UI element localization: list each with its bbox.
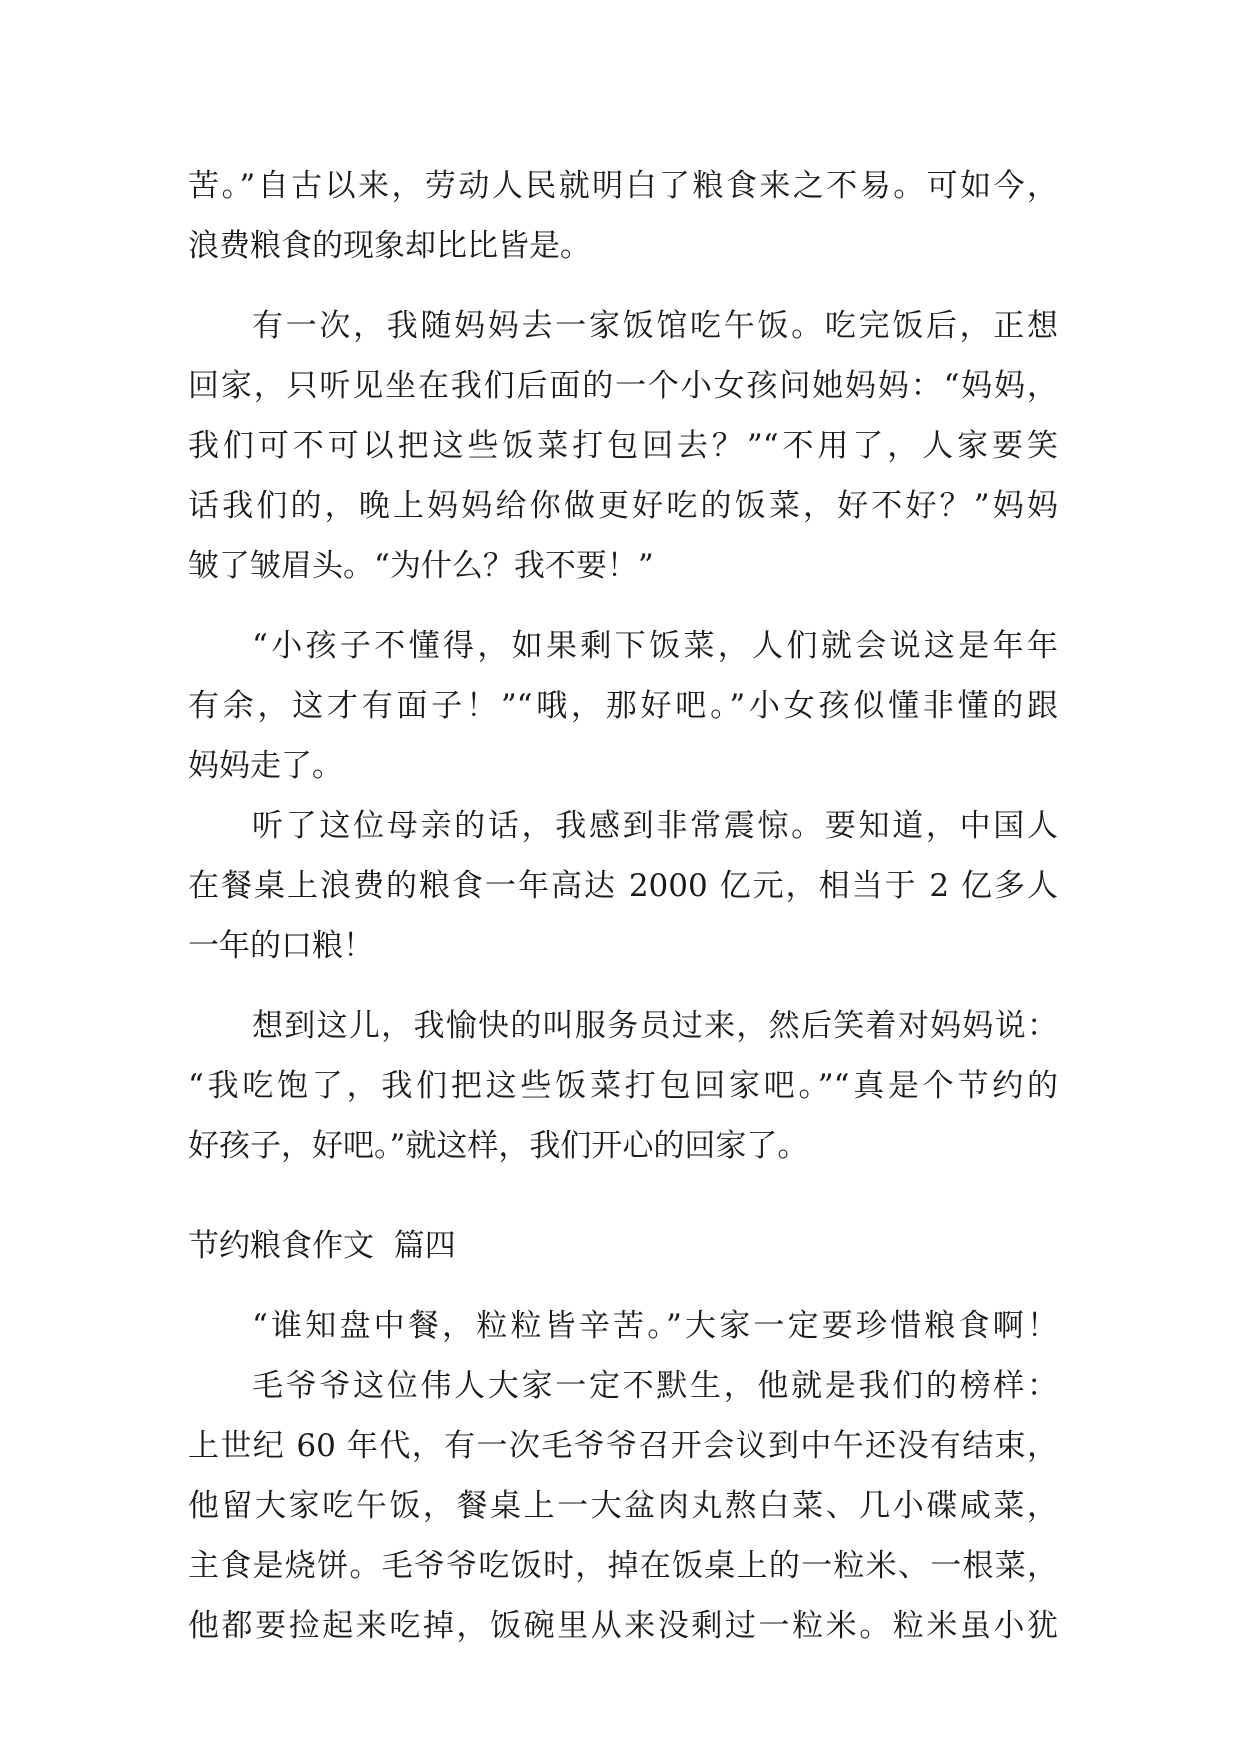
text-line: 妈妈走了。	[188, 748, 343, 784]
text-line: 皱了皱眉头。“为什么？我不要！”	[188, 548, 654, 584]
text-line: 毛爷爷这位伟人大家一定不默生，他就是我们的榜样：	[252, 1368, 1058, 1404]
text-line: 主食是烧饼。毛爷爷吃饭时，掉在饭桌上的一粒米、一根菜，	[188, 1548, 1058, 1584]
text-line: 浪费粮食的现象却比比皆是。	[188, 228, 591, 264]
text-line: 在餐桌上浪费的粮食一年高达 2000 亿元，相当于 2 亿多人	[188, 868, 1058, 904]
text-line: 我们可不可以把这些饭菜打包回去？”“不用了，人家要笑	[188, 428, 1058, 464]
text-line: 回家，只听见坐在我们后面的一个小女孩问她妈妈：“妈妈，	[188, 368, 1058, 404]
text-line: “谁知盘中餐，粒粒皆辛苦。”大家一定要珍惜粮食啊！	[252, 1308, 1058, 1344]
text-line: 想到这儿，我愉快的叫服务员过来，然后笑着对妈妈说：	[252, 1008, 1058, 1044]
text-line: 话我们的，晚上妈妈给你做更好吃的饭菜，好不好？”妈妈	[188, 488, 1058, 524]
text-line: 苦。”自古以来，劳动人民就明白了粮食来之不易。可如今，	[188, 168, 1058, 204]
text-line: 听了这位母亲的话，我感到非常震惊。要知道，中国人	[252, 808, 1058, 844]
text-line: 上世纪 60 年代，有一次毛爷爷召开会议到中午还没有结束，	[188, 1428, 1058, 1464]
section-title: 节约粮食作文 篇四	[188, 1228, 456, 1264]
text-line: 有余，这才有面子！”“哦，那好吧。”小女孩似懂非懂的跟	[188, 688, 1058, 724]
text-line: “我吃饱了，我们把这些饭菜打包回家吧。”“真是个节约的	[188, 1068, 1058, 1104]
text-line: 他都要捡起来吃掉，饭碗里从来没剩过一粒米。粒米虽小犹	[188, 1608, 1058, 1644]
text-line: 一年的口粮！	[188, 928, 374, 964]
text-line: 有一次，我随妈妈去一家饭馆吃午饭。吃完饭后，正想	[252, 308, 1058, 344]
text-line: “小孩子不懂得，如果剩下饭菜，人们就会说这是年年	[252, 628, 1058, 664]
text-line: 他留大家吃午饭，餐桌上一大盆肉丸熬白菜、几小碟咸菜，	[188, 1488, 1058, 1524]
text-line: 好孩子，好吧。”就这样，我们开心的回家了。	[188, 1128, 809, 1164]
